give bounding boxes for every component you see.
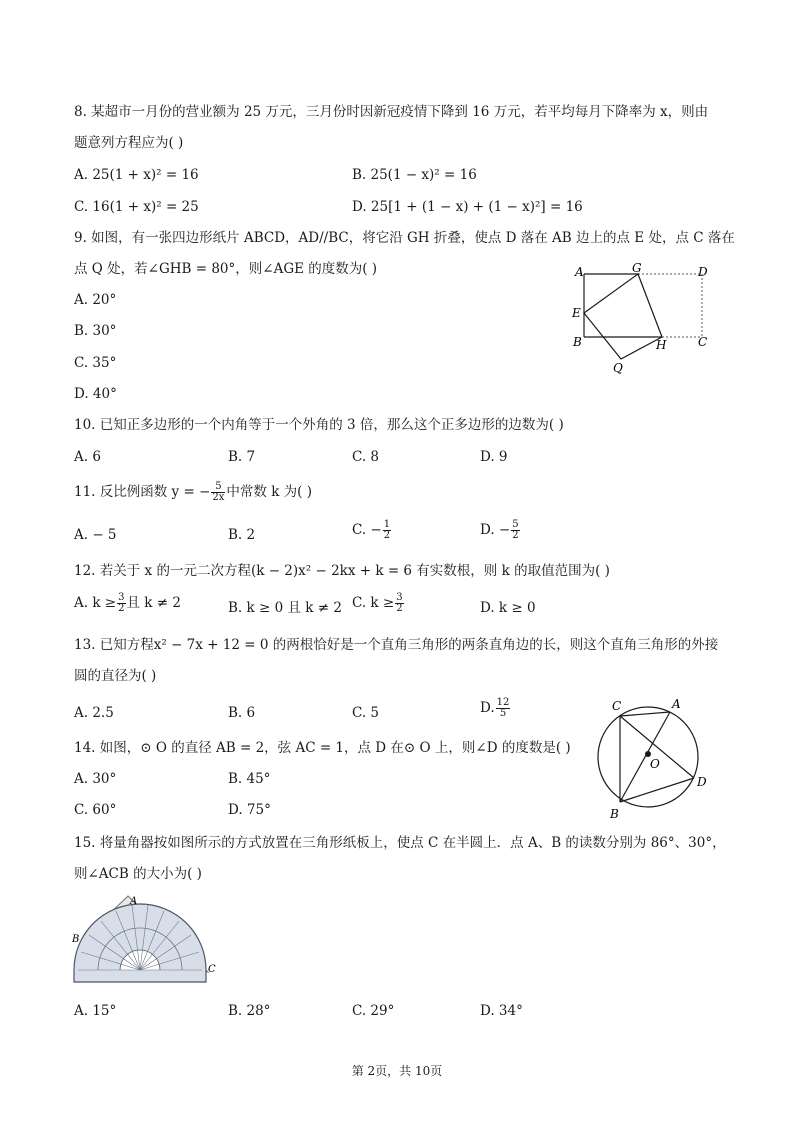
q15-option-a[interactable]: A. 15° bbox=[74, 1003, 117, 1019]
q8-option-d[interactable]: D. 25[1 + (1 − x) + (1 − x)²] = 16 bbox=[352, 199, 583, 215]
q10-option-a[interactable]: A. 6 bbox=[74, 449, 101, 465]
q14-option-b[interactable]: B. 45° bbox=[228, 771, 271, 787]
q9-option-b[interactable]: B. 30° bbox=[74, 323, 117, 339]
page-footer: 第 2页，共 10页 bbox=[351, 1064, 443, 1078]
q9-label-d: D bbox=[698, 265, 708, 279]
q12-option-b[interactable]: B. k ≥ 0 且 k ≠ 2 bbox=[228, 600, 342, 616]
q15-label-c: C bbox=[208, 964, 216, 975]
q15-label-b: B bbox=[72, 934, 80, 945]
q10-option-d[interactable]: D. 9 bbox=[480, 449, 508, 465]
q11-option-b[interactable]: B. 2 bbox=[228, 527, 256, 543]
q13-option-b[interactable]: B. 6 bbox=[228, 705, 256, 721]
q11-option-c[interactable]: C. − $\frac{1}{2}$ bbox=[352, 519, 391, 541]
q14-label-o: O bbox=[650, 757, 660, 771]
q12-option-d[interactable]: D. k ≥ 0 bbox=[480, 600, 536, 616]
q14-option-a[interactable]: A. 30° bbox=[74, 771, 117, 787]
q9-option-c[interactable]: C. 35° bbox=[74, 355, 117, 371]
q9-stem-line1: 9. 如图，有一张四边形纸片 ABCD，AD//BC，将它沿 GH 折叠，使点 D 落在 AB 边上的点 E 处，点 C 落在 bbox=[74, 230, 735, 246]
q15-option-d[interactable]: D. 34° bbox=[480, 1003, 523, 1019]
q11-fraction: $\frac{5}{2x}$ bbox=[212, 481, 225, 503]
q12-option-a[interactable]: A. k ≥ $\frac{3}{2}$ 且 k ≠ 2 bbox=[74, 592, 181, 614]
q11-stem: 11. 反比例函数 y = − $\frac{5}{2x}$ 中常数 k 为( ) bbox=[74, 481, 312, 503]
q11-option-d[interactable]: D. − $\frac{5}{2}$ bbox=[480, 519, 519, 541]
q14-label-a: A bbox=[672, 697, 681, 711]
q14-label-c: C bbox=[612, 699, 622, 713]
q9-label-e: E bbox=[572, 306, 581, 320]
q12-option-c[interactable]: C. k ≥ $\frac{3}{2}$ bbox=[352, 592, 403, 614]
q15-option-b[interactable]: B. 28° bbox=[228, 1003, 271, 1019]
q14-option-c[interactable]: C. 60° bbox=[74, 802, 117, 818]
q15-label-a: A bbox=[130, 896, 138, 907]
q9-option-a[interactable]: A. 20° bbox=[74, 292, 117, 308]
q9-stem-line2: 点 Q 处，若∠GHB = 80°，则∠AGE 的度数为( ) bbox=[74, 261, 378, 277]
q14-label-d: D bbox=[697, 775, 707, 789]
q13-stem-line1: 13. 已知方程x² − 7x + 12 = 0 的两根恰好是一个直角三角形的两条直角边的长，则这个直角三角形的外接 bbox=[74, 637, 719, 653]
q10-option-c[interactable]: C. 8 bbox=[352, 449, 380, 465]
q12-stem: 12. 若关于 x 的一元二次方程(k − 2)x² − 2kx + k = 6 有实数根，则 k 的取值范围为( ) bbox=[74, 563, 610, 579]
q9-label-q: Q bbox=[613, 361, 623, 375]
q13-option-a[interactable]: A. 2.5 bbox=[74, 705, 114, 721]
q9-label-b: B bbox=[573, 335, 582, 349]
q9-fold-figure bbox=[568, 262, 718, 377]
q8-option-b[interactable]: B. 25(1 − x)² = 16 bbox=[352, 167, 477, 183]
q15-option-c[interactable]: C. 29° bbox=[352, 1003, 395, 1019]
q8-stem-line1: 8. 某超市一月份的营业额为 25 万元，三月份时因新冠疫情下降到 16 万元，若平均每月下降率为 x，则由 bbox=[74, 104, 709, 120]
q9-label-a: A bbox=[575, 265, 584, 279]
q14-option-d[interactable]: D. 75° bbox=[228, 802, 271, 818]
q15-stem-line2: 则∠ACB 的大小为( ) bbox=[74, 866, 202, 882]
q9-option-d[interactable]: D. 40° bbox=[74, 386, 117, 402]
q8-option-c[interactable]: C. 16(1 + x)² = 25 bbox=[74, 199, 199, 215]
q15-stem-line1: 15. 将量角器按如图所示的方式放置在三角形纸板上，使点 C 在半圆上．点 A、B 的读数分别为 86°、30°， bbox=[74, 835, 726, 851]
q13-option-d[interactable]: D. $\frac{12}{5}$ bbox=[480, 697, 510, 719]
q13-stem-line2: 圆的直径为( ) bbox=[74, 668, 157, 684]
q9-label-h: H bbox=[656, 338, 667, 352]
q10-stem: 10. 已知正多边形的一个内角等于一个外角的 3 倍，那么这个正多边形的边数为( ) bbox=[74, 417, 564, 433]
q11-option-a[interactable]: A. − 5 bbox=[74, 527, 117, 543]
q14-circle-figure bbox=[590, 694, 720, 822]
q10-option-b[interactable]: B. 7 bbox=[228, 449, 256, 465]
q9-label-g: G bbox=[632, 262, 642, 275]
q14-stem: 14. 如图，⊙ O 的直径 AB = 2，弦 AC = 1，点 D 在⊙ O 上，则∠D 的度数是( ) bbox=[74, 740, 571, 756]
q8-stem-line2: 题意列方程应为( ) bbox=[74, 135, 184, 151]
q14-label-b: B bbox=[610, 807, 619, 821]
q13-option-c[interactable]: C. 5 bbox=[352, 705, 380, 721]
q9-label-c: C bbox=[698, 335, 708, 349]
q15-protractor-figure bbox=[68, 890, 228, 990]
q8-option-a[interactable]: A. 25(1 + x)² = 16 bbox=[74, 167, 199, 183]
